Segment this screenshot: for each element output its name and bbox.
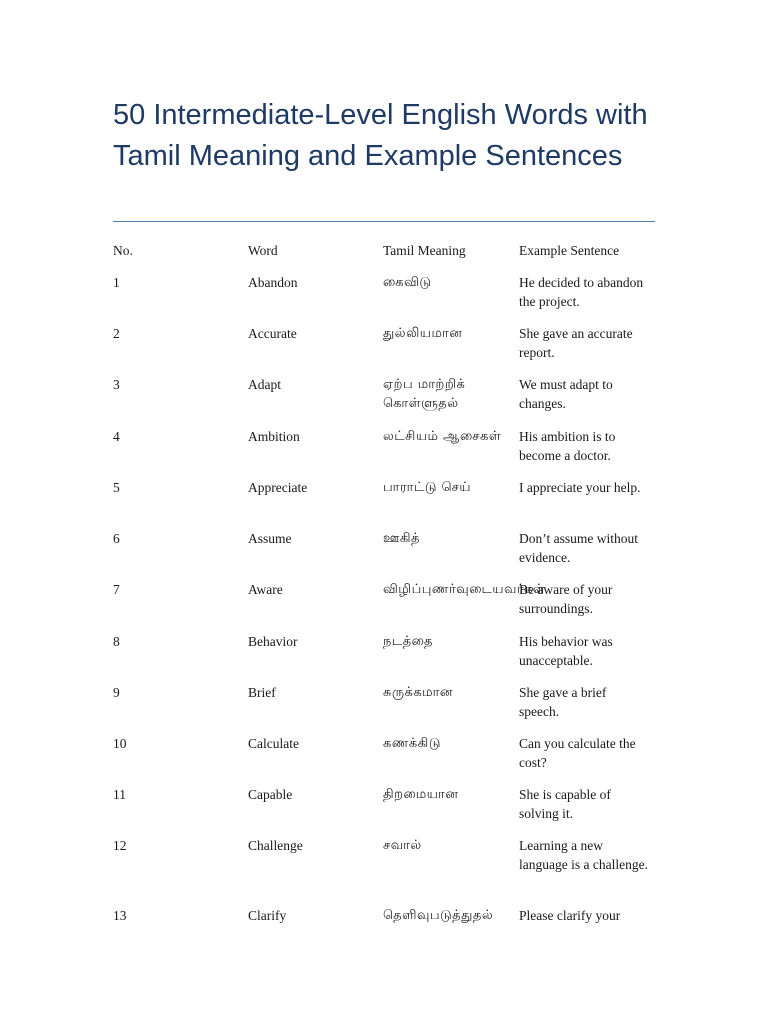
table-row [113, 906, 673, 930]
row-tamil-meaning: பாராட்டு செய் [383, 480, 472, 495]
row-word: Capable [248, 787, 293, 802]
row-word: Calculate [248, 736, 299, 751]
row-example: His behavior was unacceptable. [519, 634, 613, 668]
row-example: He decided to abandon the project. [519, 275, 644, 309]
row-word: Aware [248, 582, 283, 597]
header-word: Word [248, 243, 278, 258]
row-tamil-meaning: சுருக்கமான [383, 685, 454, 700]
row-example: His ambition is to become a doctor. [519, 429, 616, 463]
table-row [113, 683, 673, 734]
row-number: 12 [113, 838, 127, 853]
row-tamil-meaning: கணக்கிடு [383, 736, 441, 751]
row-example: Don’t assume without evidence. [519, 531, 638, 565]
table-row [113, 273, 673, 324]
table-row [113, 324, 673, 375]
row-example: We must adapt to changes. [519, 377, 613, 411]
row-word: Ambition [248, 429, 300, 444]
row-example: Please clarify your [519, 908, 621, 923]
row-word: Brief [248, 685, 276, 700]
row-word: Accurate [248, 326, 297, 341]
row-number: 13 [113, 908, 127, 923]
row-example: She gave an accurate report. [519, 326, 633, 360]
header-example-sentence: Example Sentence [519, 243, 620, 258]
row-example: I appreciate your help. [519, 480, 641, 495]
row-number: 6 [113, 531, 120, 546]
document-title: 50 Intermediate-Level English Words with Tamil Meaning and Example Sentences [113, 99, 648, 172]
row-example: She gave a brief speech. [519, 685, 607, 719]
row-tamil-meaning: தெளிவுபடுத்துதல் [383, 908, 494, 923]
row-example: She is capable of solving it. [519, 787, 611, 821]
row-number: 11 [113, 787, 126, 802]
row-example: Learning a new language is a challenge. [519, 838, 648, 872]
table-row [113, 427, 673, 478]
row-word: Abandon [248, 275, 298, 290]
row-tamil-meaning: கைவிடு [383, 275, 432, 290]
table-row [113, 632, 673, 683]
row-word: Challenge [248, 838, 303, 853]
row-word: Assume [248, 531, 292, 546]
row-number: 5 [113, 480, 120, 495]
row-tamil-meaning: ஊகித் [383, 531, 420, 546]
row-word: Appreciate [248, 480, 308, 495]
table-row [113, 529, 673, 580]
row-number: 3 [113, 377, 120, 392]
row-word: Clarify [248, 908, 287, 923]
row-tamil-meaning: திறமையான [383, 787, 459, 802]
row-number: 9 [113, 685, 120, 700]
row-word: Behavior [248, 634, 298, 649]
row-word: Adapt [248, 377, 281, 392]
row-number: 8 [113, 634, 120, 649]
row-tamil-meaning: சவால் [383, 838, 422, 853]
title-divider [113, 221, 655, 222]
row-tamil-meaning: ஏற்ப மாற்றிக் கொள்ளுதல் [383, 377, 466, 411]
vocabulary-table [113, 241, 673, 930]
row-tamil-meaning: லட்சியம் ஆசைகள் [383, 429, 502, 444]
table-header-row [113, 241, 673, 273]
row-tamil-meaning: விழிப்புணர்வுடையவர்கள் [383, 582, 546, 597]
row-tamil-meaning: நடத்தை [383, 634, 433, 649]
table-row [113, 478, 673, 529]
header-tamil-meaning: Tamil Meaning [383, 243, 466, 258]
table-row [113, 734, 673, 785]
header-no: No. [113, 243, 133, 258]
row-number: 10 [113, 736, 127, 751]
row-number: 4 [113, 429, 120, 444]
table-row [113, 580, 673, 632]
table-row [113, 836, 673, 906]
row-number: 7 [113, 582, 120, 597]
table-row [113, 785, 673, 836]
row-number: 2 [113, 326, 120, 341]
row-example: Be aware of your surroundings. [519, 582, 613, 616]
row-number: 1 [113, 275, 120, 290]
row-example: Can you calculate the cost? [519, 736, 636, 770]
row-tamil-meaning: துல்லியமான [383, 326, 463, 341]
table-row [113, 375, 673, 427]
